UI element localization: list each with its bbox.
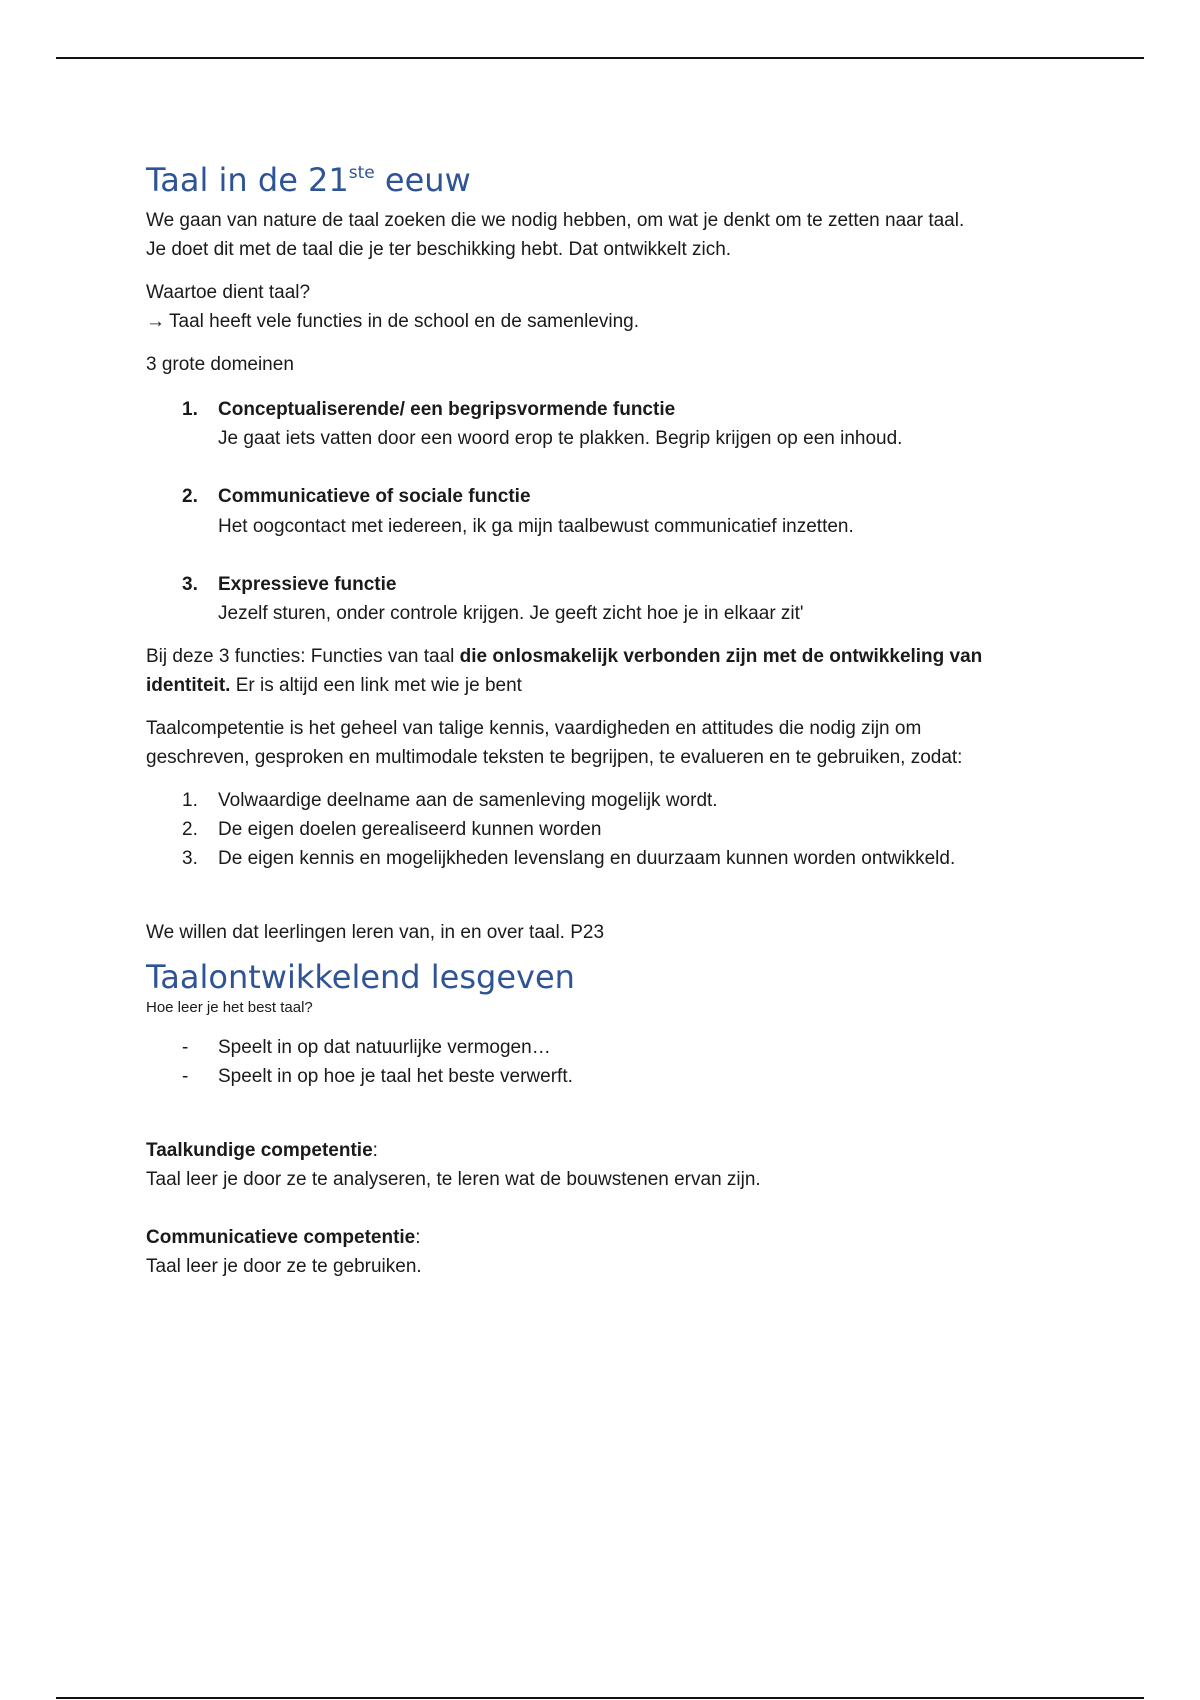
- sub-question: Hoe leer je het best taal?: [146, 999, 313, 1016]
- domain-item: [146, 570, 1046, 628]
- approach-item: - Speelt in op dat natuurlijke vermogen…: [182, 1037, 551, 1058]
- domains-list: [146, 395, 1046, 628]
- approach-list: [146, 1033, 1046, 1091]
- competence-line-2: geschreven, gesproken en multimodale teksten te begrijpen, te evalueren en te gebruiken, zodat:: [146, 747, 963, 768]
- goal-item: 3. De eigen kennis en mogelijkheden levenslang en duurzaam kunnen worden ontwikkeld.: [182, 848, 956, 869]
- functions-paragraph: Bij deze 3 functies: Functies van taal die onlosmakelijk verbonden zijn met de ontwikkeling van identiteit. Er is altijd een link met wie je bent: [146, 646, 983, 696]
- answer-line: → Taal heeft vele functies in de school en de samenleving.: [146, 307, 1046, 336]
- approach-item: - Speelt in op hoe je taal het beste verwerft.: [182, 1066, 573, 1087]
- linguistic-competence-label: Taalkundige competentie:: [146, 1140, 378, 1161]
- domain-number: 3.: [182, 574, 198, 595]
- domain-item: [146, 482, 1046, 541]
- closing-line: We willen dat leerlingen leren van, in en over taal. P23: [146, 922, 605, 943]
- domain-title: Conceptualiserende/ een begripsvormende functie: [218, 399, 676, 420]
- domain-number: 2.: [182, 486, 198, 507]
- domain-number: 1.: [182, 399, 198, 420]
- communicative-competence-text: Taal leer je door ze te gebruiken.: [146, 1256, 422, 1277]
- domains-label: 3 grote domeinen: [146, 354, 294, 375]
- linguistic-competence-text: Taal leer je door ze te analyseren, te leren wat de bouwstenen ervan zijn.: [146, 1169, 761, 1190]
- communicative-competence-label: Communicatieve competentie:: [146, 1227, 421, 1248]
- competence-line-1: Taalcompetentie is het geheel van talige kennis, vaardigheden en attitudes die nodig zijn om: [146, 718, 922, 739]
- domain-title: Communicatieve of sociale functie: [218, 486, 531, 507]
- heading-taalontwikkelend-lesgeven: Taalontwikkelend lesgeven: [146, 958, 575, 996]
- heading-taal-21ste-eeuw: Taal in de 21ste eeuw: [146, 161, 471, 199]
- footer-rule: [56, 1697, 1144, 1699]
- intro-line-2: Je doet dit met de taal die je ter beschikking hebt. Dat ontwikkelt zich.: [146, 239, 732, 260]
- domain-description: Jezelf sturen, onder controle krijgen. Je geeft zicht hoe je in elkaar zit': [218, 603, 804, 624]
- document-body: [146, 160, 1046, 1281]
- intro-line-1: We gaan van nature de taal zoeken die we nodig hebben, om wat je denkt om te zetten naar taal.: [146, 210, 965, 231]
- question-text: Waartoe dient taal?: [146, 282, 311, 303]
- goals-list: [146, 786, 1046, 873]
- domain-description: Het oogcontact met iedereen, ik ga mijn taalbewust communicatief inzetten.: [218, 516, 854, 537]
- domain-description: Je gaat iets vatten door een woord erop te plakken. Begrip krijgen op een inhoud.: [218, 428, 903, 449]
- arrow-right-icon: →: [146, 311, 165, 332]
- goal-item: 1. Volwaardige deelname aan de samenleving mogelijk wordt.: [182, 790, 718, 811]
- goal-item: 2. De eigen doelen gerealiseerd kunnen worden: [182, 819, 602, 840]
- domain-title: Expressieve functie: [218, 574, 397, 595]
- header-rule: [56, 57, 1144, 59]
- domain-item: [146, 395, 1046, 453]
